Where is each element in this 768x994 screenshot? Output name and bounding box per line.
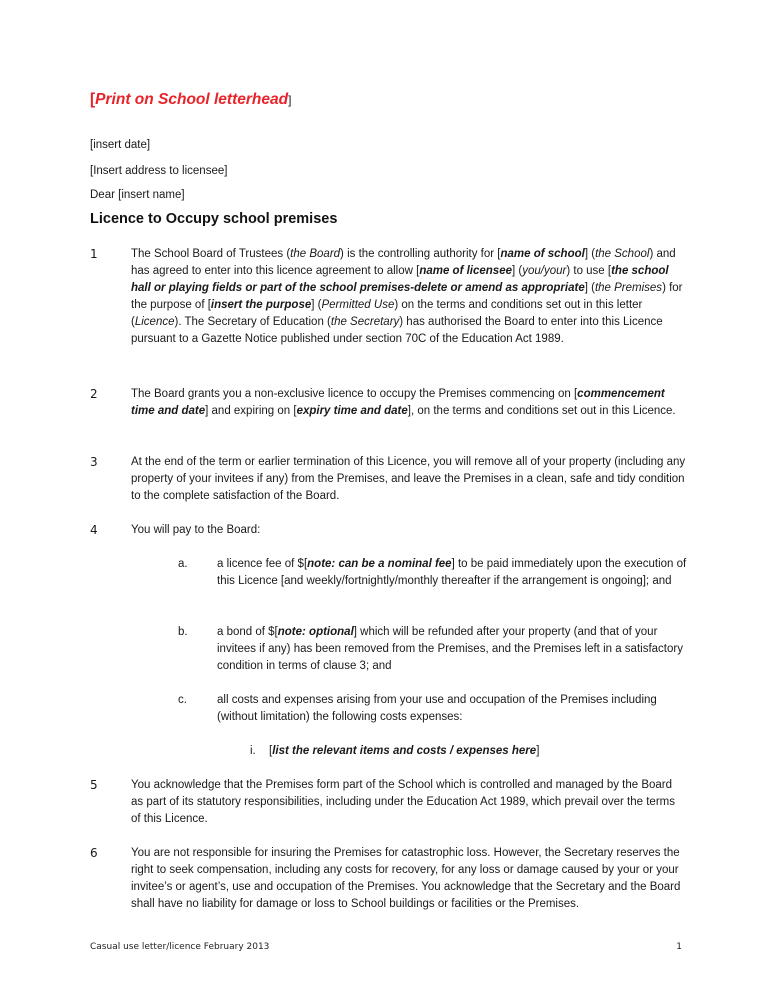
letter-title: Licence to Occupy school premises: [90, 211, 338, 227]
letterhead-text: Print on School letterhead: [95, 91, 289, 108]
clause-number: 4: [90, 523, 98, 537]
subsubclause-label: i.: [250, 745, 256, 757]
subclause-a: [178, 556, 688, 590]
subclause-text: all costs and expenses arising from your use and occupation of the Premises including (without limitation) the following costs expenses:: [217, 694, 657, 723]
date-placeholder: [insert date]: [90, 139, 151, 151]
letterhead-placeholder: [90, 91, 291, 109]
subsubclause-i: [250, 743, 690, 760]
clause-number: 2: [90, 387, 98, 401]
address-placeholder: [Insert address to licensee]: [90, 165, 228, 177]
clause-text: You will pay to the Board:: [131, 524, 261, 536]
clause-number: 1: [90, 247, 98, 261]
clause-text: The School Board of Trustees (the Board) is the controlling authority for [name of school] (the School) and has agreed to enter into this licence agreement to allow [name of licensee] (you/your) to use [the school hall or playing fields or part of the school premises-delete or amend as appropriate] (the Premises) for the purpose of [insert the purpose] (Permitted Use) on the terms and conditions set out in this letter (Licence). The Secretary of Education (the Secretary) has authorised the Board to enter into this Licence pursuant to a Gazette Notice published under section 70C of the Education Act 1989.: [131, 248, 683, 345]
subclause-c: [178, 692, 688, 726]
letterhead-bracket-open: [: [90, 91, 96, 108]
clause-4: [90, 522, 690, 539]
clause-text: You are not responsible for insuring the Premises for catastrophic loss. However, the Secretary reserves the right to seek compensation, including any costs for recovery, for any loss or damage caused by your or your invitee’s or agent’s, use and occupation of the Premises. You acknowledge that the Secretary and the Board shall have no liability for damage or loss to School buildings or facilities or the Premises.: [131, 847, 681, 910]
clause-text: The Board grants you a non-exclusive licence to occupy the Premises commencing on [commencement time and date] and expiring on [expiry time and date], on the terms and conditions set out in this Licence.: [131, 388, 676, 417]
footer-text: Casual use letter/licence February 2013: [90, 942, 270, 952]
letterhead-bracket-close: ]: [288, 93, 292, 107]
clause-number: 5: [90, 778, 98, 792]
subclause-label: b.: [178, 626, 188, 638]
clause-6: [90, 845, 690, 913]
subclause-text: a licence fee of $[note: can be a nominal fee] to be paid immediately upon the execution of this Licence [and weekly/fortnightly/monthly thereafter if the arrangement is ongoing]; and: [217, 558, 687, 587]
subclause-label: c.: [178, 694, 187, 706]
salutation: Dear [insert name]: [90, 189, 185, 201]
subclause-b: [178, 624, 688, 675]
clause-text: At the end of the term or earlier termination of this Licence, you will remove all of your property (including any property of your invitees if any) from the Premises, and leave the Premises in a clean, safe and tidy condition to the complete satisfaction of the Board.: [131, 456, 686, 502]
clause-2: [90, 386, 690, 420]
subsubclause-text: [list the relevant items and costs / expenses here]: [269, 745, 540, 757]
clause-text: You acknowledge that the Premises form part of the School which is controlled and managed by the Board as part of its statutory responsibilities, including under the Education Act 1989, which prevail over the terms of this Licence.: [131, 779, 675, 825]
clause-number: 3: [90, 455, 98, 469]
subclause-text: a bond of $[note: optional] which will be refunded after your property (and that of your invitees if any) has been removed from the Premises, and the Premises left in a satisfactory condition in terms of clause 3; and: [217, 626, 683, 672]
clause-3: [90, 454, 690, 505]
clause-number: 6: [90, 846, 98, 860]
clause-5: [90, 777, 690, 828]
clause-1: [90, 246, 690, 348]
subclause-label: a.: [178, 558, 188, 570]
page-number: 1: [676, 942, 682, 952]
